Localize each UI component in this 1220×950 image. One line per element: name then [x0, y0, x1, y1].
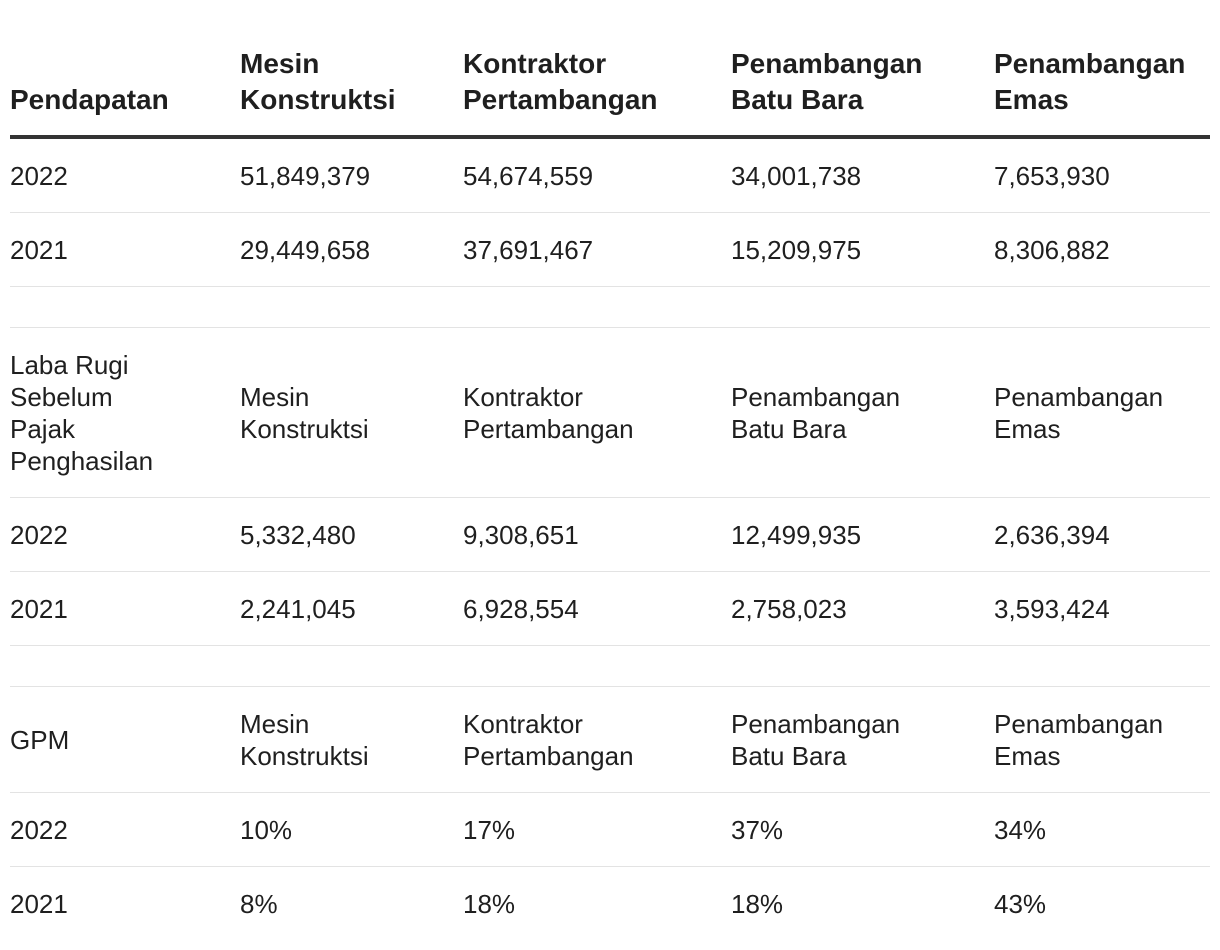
header-mesin-konstruksi: Mesin Konstruktsi: [240, 48, 396, 115]
header-mesin-konstruksi: Mesin Konstruktsi: [240, 381, 369, 444]
value-cell: 37,691,467: [463, 234, 594, 265]
header-penambangan-batu-bara: Penambangan Batu Bara: [731, 708, 901, 771]
section-divider: [10, 287, 1210, 328]
header-penambangan-emas: Penambangan Emas: [994, 381, 1164, 444]
year-cell: 2021: [10, 888, 68, 919]
value-cell: 37%: [731, 814, 784, 845]
financial-table: [10, 0, 1210, 940]
table-row: [10, 213, 1210, 287]
value-cell: 8%: [240, 888, 278, 919]
section-divider: [10, 646, 1210, 687]
value-cell: 3,593,424: [994, 593, 1110, 624]
profit-header-label: Laba Rugi Sebelum Pajak Penghasilan: [10, 349, 154, 476]
table-row: [10, 793, 1210, 867]
value-cell: 54,674,559: [463, 160, 594, 191]
gpm-header-row: [10, 687, 1210, 793]
value-cell: 12,499,935: [731, 519, 862, 550]
value-cell: 18%: [731, 888, 784, 919]
year-cell: 2021: [10, 234, 68, 265]
value-cell: 34%: [994, 814, 1047, 845]
value-cell: 34,001,738: [731, 160, 862, 191]
year-cell: 2022: [10, 814, 68, 845]
header-kontraktor-pertambangan: Kontraktor Pertambangan: [463, 48, 658, 115]
value-cell: 29,449,658: [240, 234, 371, 265]
value-cell: 2,758,023: [731, 593, 847, 624]
revenue-header-row: [10, 0, 1210, 139]
table-row: [10, 498, 1210, 572]
value-cell: 8,306,882: [994, 234, 1110, 265]
value-cell: 9,308,651: [463, 519, 579, 550]
year-cell: 2021: [10, 593, 68, 624]
table-row: [10, 139, 1210, 213]
revenue-header-label: Pendapatan: [10, 84, 169, 115]
table-row: [10, 867, 1210, 940]
value-cell: 2,241,045: [240, 593, 356, 624]
header-penambangan-batu-bara: Penambangan Batu Bara: [731, 48, 923, 115]
header-mesin-konstruksi: Mesin Konstruktsi: [240, 708, 369, 771]
table-row: [10, 572, 1210, 646]
value-cell: 6,928,554: [463, 593, 579, 624]
value-cell: 15,209,975: [731, 234, 862, 265]
value-cell: 51,849,379: [240, 160, 371, 191]
header-penambangan-batu-bara: Penambangan Batu Bara: [731, 381, 901, 444]
value-cell: 2,636,394: [994, 519, 1110, 550]
header-penambangan-emas: Penambangan Emas: [994, 48, 1186, 115]
header-kontraktor-pertambangan: Kontraktor Pertambangan: [463, 708, 634, 771]
gpm-header-label: GPM: [10, 724, 70, 755]
header-kontraktor-pertambangan: Kontraktor Pertambangan: [463, 381, 634, 444]
header-penambangan-emas: Penambangan Emas: [994, 708, 1164, 771]
value-cell: 43%: [994, 888, 1047, 919]
year-cell: 2022: [10, 160, 68, 191]
year-cell: 2022: [10, 519, 68, 550]
value-cell: 17%: [463, 814, 516, 845]
profit-header-row: [10, 328, 1210, 498]
value-cell: 7,653,930: [994, 160, 1110, 191]
value-cell: 10%: [240, 814, 293, 845]
value-cell: 5,332,480: [240, 519, 356, 550]
value-cell: 18%: [463, 888, 516, 919]
